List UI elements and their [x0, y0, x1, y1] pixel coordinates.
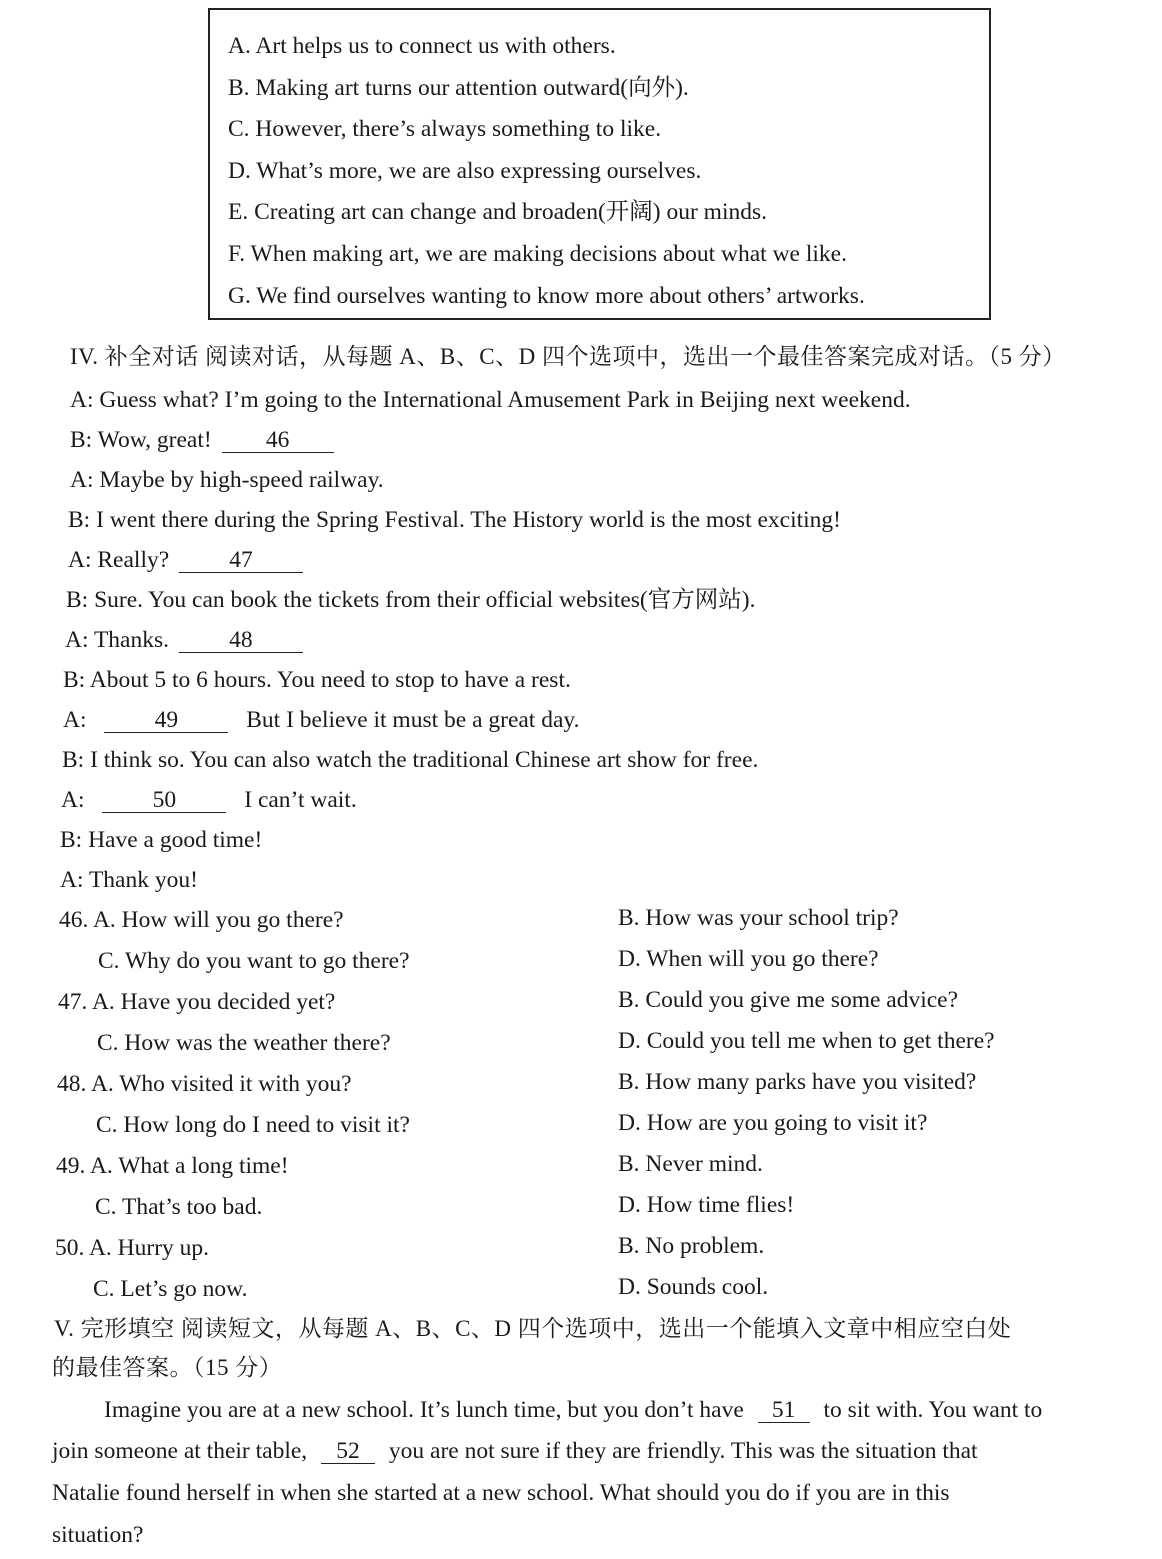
question-46-option-d[interactable]: D. When will you go there?: [618, 946, 879, 972]
question-49-option-d[interactable]: D. How time flies!: [618, 1192, 795, 1218]
question-50-option-c[interactable]: C. Let’s go now.: [93, 1276, 248, 1302]
question-47-option-a[interactable]: 47. A. Have you decided yet?: [58, 989, 336, 1015]
option-d: D. What’s more, we are also expressing ourselves.: [228, 158, 702, 184]
passage-line: Natalie found herself in when she started at a new school. What should you do if you are in this: [52, 1480, 950, 1506]
question-48-option-b[interactable]: B. How many parks have you visited?: [618, 1069, 977, 1095]
answer-blank-52[interactable]: 52: [321, 1439, 375, 1464]
dialogue-line: B: Have a good time!: [60, 827, 263, 853]
answer-blank-47[interactable]: 47: [179, 548, 303, 573]
options-box: [208, 8, 991, 320]
answer-blank-48[interactable]: 48: [179, 628, 303, 653]
dialogue-line: A: Really? 47: [68, 546, 307, 574]
dialogue-line: B: I went there during the Spring Festival. The History world is the most exciting!: [68, 507, 841, 533]
answer-blank-51[interactable]: 51: [758, 1398, 810, 1423]
dialogue-line: B: About 5 to 6 hours. You need to stop to have a rest.: [63, 667, 571, 693]
question-49-option-c[interactable]: C. That’s too bad.: [95, 1194, 263, 1220]
question-48-option-c[interactable]: C. How long do I need to visit it?: [96, 1112, 410, 1138]
question-47-option-c[interactable]: C. How was the weather there?: [97, 1030, 391, 1056]
dialogue-line: B: Wow, great! 46: [70, 426, 338, 454]
option-g: G. We find ourselves wanting to know more about others’ artworks.: [228, 283, 865, 309]
dialogue-line: A: 50 I can’t wait.: [61, 787, 357, 813]
dialogue-line: A: Guess what? I’m going to the International Amusement Park in Beijing next weekend.: [70, 387, 911, 413]
dialogue-line: A: Thanks. 48: [65, 626, 307, 654]
option-b: B. Making art turns our attention outward(向外).: [228, 75, 689, 101]
question-50-option-a[interactable]: 50. A. Hurry up.: [55, 1235, 210, 1261]
option-c: C. However, there’s always something to like.: [228, 116, 662, 142]
dialogue-line: A: Maybe by high-speed railway.: [70, 467, 384, 493]
dialogue-line: A: 49 But I believe it must be a great day.: [63, 707, 580, 733]
question-50-option-d[interactable]: D. Sounds cool.: [618, 1274, 769, 1300]
question-50-option-b[interactable]: B. No problem.: [618, 1233, 765, 1259]
answer-blank-50[interactable]: 50: [102, 788, 226, 813]
dialogue-line: A: Thank you!: [60, 867, 198, 893]
question-49-option-a[interactable]: 49. A. What a long time!: [56, 1153, 289, 1179]
question-49-option-b[interactable]: B. Never mind.: [618, 1151, 763, 1177]
question-48-option-a[interactable]: 48. A. Who visited it with you?: [57, 1071, 352, 1097]
option-f: F. When making art, we are making decisions about what we like.: [228, 241, 847, 267]
dialogue-line: B: I think so. You can also watch the traditional Chinese art show for free.: [62, 747, 759, 773]
option-e: E. Creating art can change and broaden(开阔) our minds.: [228, 199, 768, 225]
section-v-heading-cont: 的最佳答案。（15 分）: [52, 1355, 283, 1380]
section-iv-heading: IV. 补全对话 阅读对话，从每题 A、B、C、D 四个选项中，选出一个最佳答案完成对话。（5 分）: [70, 344, 1066, 369]
passage-line: join someone at their table, 52 you are not sure if they are friendly. This was the situation that: [52, 1438, 978, 1464]
question-46-option-b[interactable]: B. How was your school trip?: [618, 905, 899, 931]
dialogue-line: B: Sure. You can book the tickets from their official websites(官方网站).: [66, 587, 756, 613]
question-48-option-d[interactable]: D. How are you going to visit it?: [618, 1110, 928, 1136]
answer-blank-49[interactable]: 49: [104, 708, 228, 733]
question-46-option-a[interactable]: 46. A. How will you go there?: [59, 907, 344, 933]
answer-blank-46[interactable]: 46: [222, 428, 334, 453]
option-a: A. Art helps us to connect us with others.: [228, 33, 616, 59]
question-47-option-b[interactable]: B. Could you give me some advice?: [618, 987, 959, 1013]
passage-line: Imagine you are at a new school. It’s lunch time, but you don’t have 51 to sit with. You want to: [104, 1397, 1043, 1423]
question-46-option-c[interactable]: C. Why do you want to go there?: [98, 948, 410, 974]
question-47-option-d[interactable]: D. Could you tell me when to get there?: [618, 1028, 995, 1054]
passage-line: situation?: [52, 1522, 144, 1548]
section-v-heading: V. 完形填空 阅读短文，从每题 A、B、C、D 四个选项中，选出一个能填入文章中相应空白处: [54, 1316, 1012, 1341]
